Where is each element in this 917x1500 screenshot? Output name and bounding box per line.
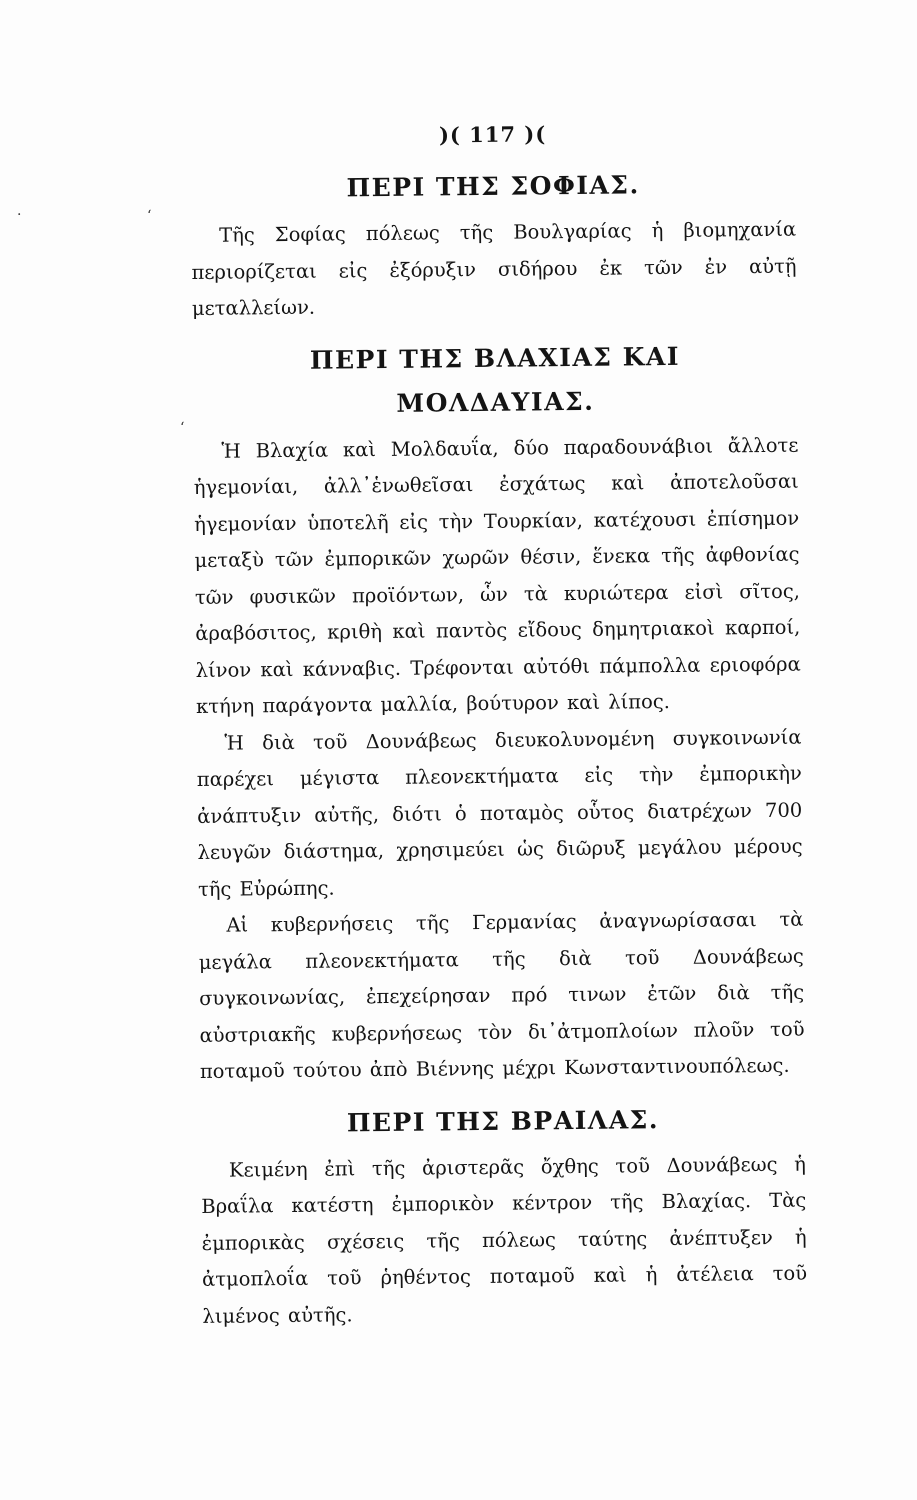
paragraph-vlachia-3: Αἱ κυβερνήσεις τῆς Γερμανίας ἀναγνωρίσασαι τὰ μεγάλα πλεονεκτήματα τῆς διὰ τοῦ Δουνάβεως συγκοινωνίας, ἐπεχείρησαν πρό τινων ἐτῶν διὰ τῆς αὐστριακῆς κυβερνήσεως τὸν δι᾽ἀτμοπλοίων πλοῦν τοῦ ποταμοῦ τούτου ἀπὸ Βιέννης μέχρι Κωνσταντινουπόλεως.	[198, 907, 805, 1083]
paragraph-sofia: Τῆς Σοφίας πόλεως τῆς Βουλγαρίας ἡ βιομηχανία περιορίζεται εἰς ἐξόρυξιν σιδήρου ἐκ τῶν ἐν αὐτῇ μεταλλείων.	[191, 217, 797, 320]
margin-mark: ʻ	[180, 420, 185, 436]
paragraph-vlachia-2: Ἡ διὰ τοῦ Δουνάβεως διευκολυνομένη συγκοινωνία παρέχει μέγιστα πλεονεκτήματα εἰς τὴν ἐμπορικὴν ἀνάπτυξιν αὐτῆς, διότι ὁ ποταμὸς οὗτος διατρέχων 700 λευγῶν διάστημα, χρησιμεύει ὡς διῶρυξ μεγάλου μέρους τῆς Εὐρώπης.	[196, 725, 803, 901]
page-number: )( 117 )(	[438, 121, 547, 148]
paragraph-braila: Κειμένη ἐπὶ τῆς ἀριστερᾶς ὄχθης τοῦ Δουνάβεως ἡ Βραΐλα κατέστη ἐμπορικὸν κέντρον τῆς Βλαχίας. Τὰς ἐμπορικὰς σχέσεις τῆς πόλεως ταύτης ἀνέπτυξεν ἡ ἀτμοπλοΐα τοῦ ῥηθέντος ποταμοῦ καὶ ἡ ἀτέλεια τοῦ λιμένος αὐτῆς.	[201, 1152, 808, 1328]
margin-dot: ·	[17, 207, 22, 223]
margin-mark: ʻ	[147, 208, 152, 224]
section-heading-vlachia-line1: ΠΕΡΙ ΤΗΣ ΒΛΑΧΙΑΣ ΚΑΙ	[309, 341, 681, 375]
page-text-block	[190, 119, 808, 1335]
section-heading-braila: ΠΕΡΙ ΤΗΣ ΒΡΑΙΛΑΣ.	[346, 1104, 660, 1137]
paragraph-vlachia-1: Ἡ Βλαχία καὶ Μολδαυΐα, δύο παραδουνάβιοι ἄλλοτε ἡγεμονίαι, ἀλλ᾽ἑνωθεῖσαι ἐσχάτως καὶ ἀποτελοῦσαι ἡγεμονίαν ὑποτελῆ εἰς τὴν Τουρκίαν, κατέχουσι ἐπίσημον μεταξὺ τῶν ἐμπορικῶν χωρῶν θέσιν, ἕνεκα τῆς ἀφθονίας τῶν φυσικῶν προϊόντων, ὧν τὰ κυριώτερα εἰσὶ σῖτος, ἀραβόσιτος, κριθὴ καὶ παντὸς εἴδους δημητριακοὶ καρποί, λίνον καὶ κάνναβις. Τρέφονται αὐτόθι πάμπολλα εριοφόρα κτήνη παράγοντα μαλλία, βούτυρον καὶ λίπος.	[193, 433, 801, 718]
section-heading-sofia: ΠΕΡΙ ΤΗΣ ΣΟΦΙΑΣ.	[346, 170, 640, 203]
section-heading-vlachia-line2: ΜΟΛΔΑΥΙΑΣ.	[396, 386, 595, 418]
